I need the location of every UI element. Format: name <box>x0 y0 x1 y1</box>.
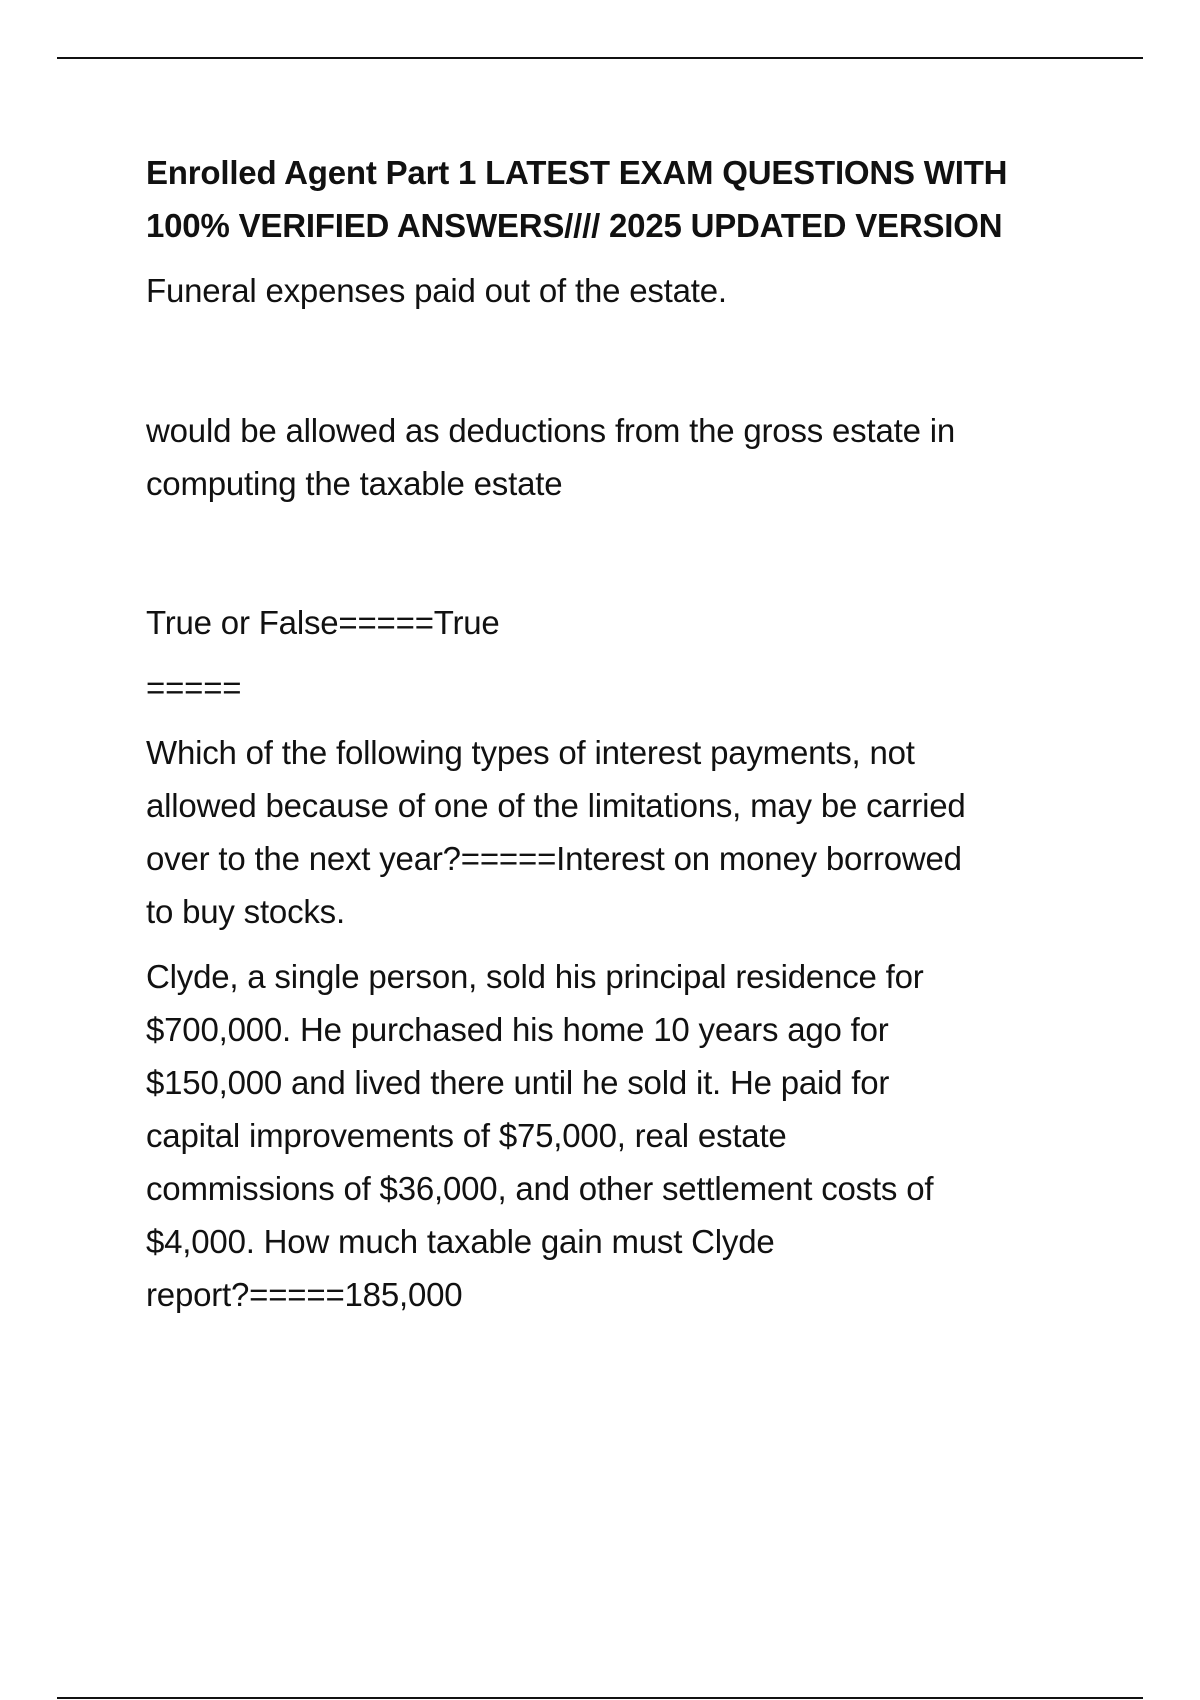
bottom-divider <box>57 1697 1143 1699</box>
document-title: Enrolled Agent Part 1 LATEST EXAM QUESTIONS WITH 100% VERIFIED ANSWERS//// 2025 UPDATED VERSION <box>146 154 1008 244</box>
question-1-continuation: would be allowed as deductions from the gross estate in computing the taxable estate <box>146 412 955 502</box>
document-body <box>146 146 1106 1321</box>
top-divider <box>57 57 1143 59</box>
question-1-statement: Funeral expenses paid out of the estate. <box>146 272 727 309</box>
question-2: Which of the following types of interest payments, not allowed because of one of the limitations, may be carried over to the next year?=====Interest on money borrowed to buy stocks. <box>146 734 966 930</box>
question-1-answer: True or False=====True <box>146 604 500 641</box>
question-3: Clyde, a single person, sold his principal residence for $700,000. He purchased his home 10 years ago for $150,000 and lived there until he sold it. He paid for capital improvements of $75,000, real estate commissions of $36,000, and other settlement costs of $4,000. How much taxable gain must Clyde report?=====185,000 <box>146 958 934 1313</box>
separator-text: ===== <box>146 669 242 706</box>
